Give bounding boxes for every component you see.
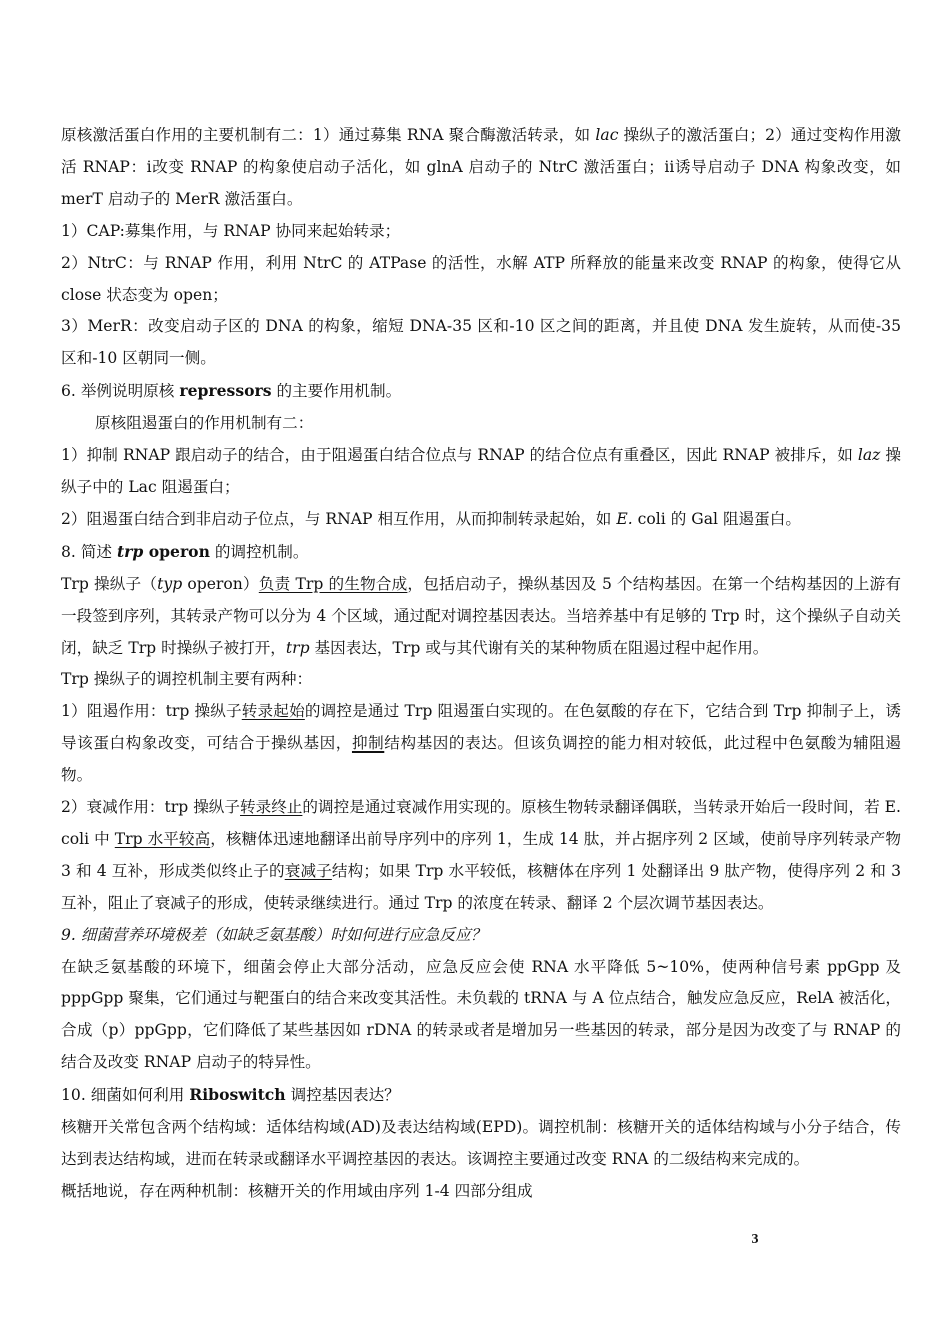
question-9-heading: 9. 细菌营养环境极差（如缺乏氨基酸）时如何进行应急反应？ [61, 925, 487, 944]
riboswitch-paragraph: 核糖开关常包含两个结构域：适体结构域(AD)及表达结构域(EPD)。调控机制：核糖开关的适体结构域与小分子结合，传达到表达结构域，进而在转录或翻译水平调控基因的表达。该调控主要通过改变 RNA 的二级结构来完成的。 [61, 1118, 901, 1168]
question-6-heading: 6. 举例说明原核 repressors 的主要作用机制。 [61, 381, 402, 401]
stringent-response-paragraph: 在缺乏氨基酸的环境下，细菌会停止大部分活动，应急反应会使 RNA 水平降低 5~10%，使两种信号素 ppGpp 及 pppGpp 聚集，它们通过与靶蛋白的结合来改变其活性。未负载的 tRNA 与 A 位点结合，触发应急反应，RelA 被活化，合成（p）ppGpp，它们降低了某些基因如 rDNA 的转录或者是增加另一些基因的转录，部分是因为改变了与 RNAP 的结合及改变 RNAP 启动子的特异性。 [61, 957, 901, 1072]
question-6-item-1: 1）抑制 RNAP 跟启动子的结合，由于阻遏蛋白结合位点与 RNAP 的结合位点有重叠区，因此 RNAP 被排斥，如 laz 操纵子中的 Lac 阻遏蛋白； [61, 446, 901, 496]
trp-attenuation-item: 2）衰减作用：trp 操纵子转录终止的调控是通过衰减作用实现的。原核生物转录翻译偶联，当转录开始后一段时间，若 E. coli 中 Trp 水平较高，核糖体迅速地翻译出前导序列中的序列 1，生成 14 肽，并占据序列 2 区域，使前导序列转录产物 3 和 4 互补，形成类似终止子的衰减子结构；如果 Trp 水平较低，核糖体在序列 1 处翻译出 9 肽产物，使得序列 2 和 3 互补，阻止了衰减子的形成，使转录继续进行。通过 Trp 的浓度在转录、翻译 2 个层次调节基因表达。 [61, 798, 901, 912]
question-10-heading: 10. 细菌如何利用 Riboswitch 调控基因表达？ [61, 1085, 400, 1105]
activator-mechanism-paragraph: 原核激活蛋白作用的主要机制有二：1）通过募集 RNA 聚合酶激活转录，如 lac 操纵子的激活蛋白；2）通过变构作用激活 RNAP：ⅰ改变 RNAP 的构象使启动子活化，如 glnA 启动子的 NtrC 激活蛋白；ⅱ诱导启动子 DNA 构象改变，如 merT 启动子的 MerR 激活蛋白。 [61, 126, 901, 208]
trp-regulation-intro: Trp 操纵子的调控机制主要有两种： [61, 670, 313, 689]
question-8-heading: 8. 简述 trp operon 的调控机制。 [61, 541, 309, 561]
trp-operon-paragraph: Trp 操纵子（typ operon）负责 Trp 的生物合成，包括启动子，操纵基因及 5 个结构基因。在第一个结构基因的上游有一段签到序列，其转录产物可以分为 4 个区域，通过配对调控基因表达。当培养基中有足够的 Trp 时，这个操纵子自动关闭，缺乏 Trp 时操纵子被打开，trp 基因表达，Trp 或与其代谢有关的某种物质在阻遏过程中起作用。 [61, 574, 901, 657]
trp-repression-item: 1）阻遏作用：trp 操纵子转录起始的调控是通过 Trp 阻遏蛋白实现的。在色氨酸的存在下，它结合到 Trp 抑制子上，诱导该蛋白构象改变，可结合于操纵基因，抑制结构基因的表达。但该负调控的能力相对较低，此过程中色氨酸为辅阻遏物。 [61, 702, 901, 785]
merr-item: 3）MerR：改变启动子区的 DNA 的构象，缩短 DNA-35 区和-10 区之间的距离，并且使 DNA 发生旋转，从而使-35 区和-10 区朝同一侧。 [61, 317, 901, 368]
document-body [53, 120, 901, 1208]
ntrc-item: 2）NtrC：与 RNAP 作用，利用 NtrC 的 ATPase 的活性，水解 ATP 所释放的能量来改变 RNAP 的构象，使得它从 close 状态变为 open； [61, 253, 901, 304]
cap-item: 1）CAP:募集作用，与 RNAP 协同来起始转录； [61, 221, 401, 240]
riboswitch-summary: 概括地说，存在两种机制：核糖开关的作用域由序列 1-4 四部分组成 [61, 1181, 533, 1200]
question-6-item-2: 2）阻遏蛋白结合到非启动子位点，与 RNAP 相互作用，从而抑制转录起始，如 E. coli 的 Gal 阻遏蛋白。 [61, 509, 801, 528]
question-6-intro: 原核阻遏蛋白的作用机制有二： [95, 414, 314, 433]
page-number: 3 [751, 1232, 759, 1247]
